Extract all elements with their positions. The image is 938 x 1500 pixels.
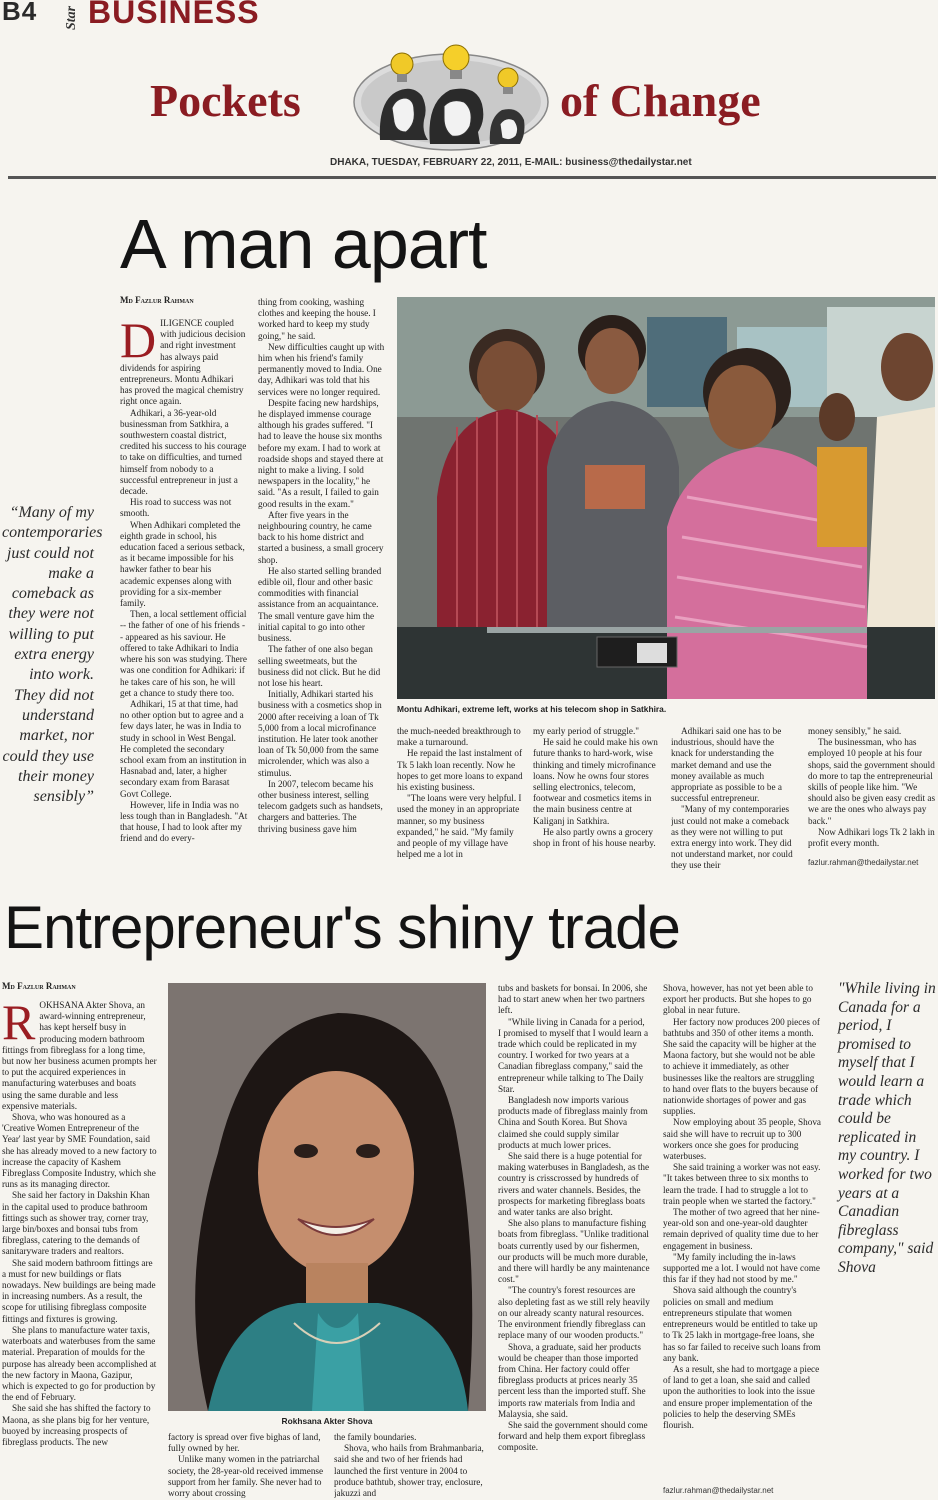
story1-column-4: [533, 726, 659, 872]
story2-column-3: [334, 1432, 488, 1498]
story1-column-5: [671, 726, 797, 872]
paragraph: However, life in India was no less tough than in Bangladesh. "At that house, I had to look after my friend and do every-: [120, 799, 248, 844]
paragraph: "The country's forest resources are also depleting fast as we still rely heavily on our already scanty natural resources. The environment friendly fibreglass can replace many of our wooden products.": [498, 1285, 650, 1341]
dropcap: D: [120, 318, 157, 368]
paragraph: Initially, Adhikari started his business with a cosmetics shop in 2000 after receiving a loan of Tk 5,000 from a local microfinance institution. He later took another loan of Tk 50,000 from the same microlender, which was also a stimulus.: [258, 689, 382, 778]
paragraph: She said modern bathroom fittings are a must for new buildings or flats nowadays. New buildings are being made in increasing numbers. As a result, the scope for utilising fibreglass composite fittings and fixtures is growing.: [2, 1257, 156, 1324]
paragraph: Adhikari said one has to be industrious, should have the knack for understanding the market demand and use the money available as much appropriate as possible to be a successful entrepreneur.: [671, 726, 782, 804]
paragraph: His road to success was not smooth.: [120, 497, 232, 519]
page-number: B4: [2, 0, 38, 26]
paragraph: the much-needed breakthrough to make a turnaround.: [397, 726, 521, 748]
paragraph: Shova said although the country's policies on small and medium entrepreneurs stipulate that women entrepreneurs would be entitled to take up to Tk 25 lakh in mortgage-free loans, she has so far failed to receive such loans from any bank.: [663, 1285, 821, 1363]
paragraph: The businessman, who has employed 10 people at his four shops, said the government should do more to tap the entrepreneurial skills of people like him. "We should also be given easy credit as we are the ones who always pay back.": [808, 737, 936, 826]
paragraph: As a result, she had to mortgage a piece of land to get a loan, she said and called upon the authorities to look into the issue and ensure proper implementation of the policies to help the deserving SMEs flourish.: [663, 1363, 820, 1430]
story1-photo-caption: Montu Adhikari, extreme left, works at his telecom shop in Satkhira.: [397, 704, 667, 714]
section-name: BUSINESS: [88, 0, 260, 30]
story2-column-4: [498, 983, 650, 1498]
dropcap: R: [2, 1000, 36, 1050]
paragraph: "The loans were very helpful. I used the money in an appropriate manner, so my business expanded," he said. "My family and people of my village have helped me a lot in: [397, 793, 522, 860]
lightbulb-heads-logo-icon: [352, 40, 550, 152]
paragraph: my early period of struggle.": [533, 726, 640, 736]
paragraph: the family boundaries.: [334, 1432, 417, 1442]
paragraph: He repaid the last instalment of Tk 5 lakh loan recently. Now he hopes to get more loans to expand his existing business.: [397, 748, 523, 793]
story1-column-6: [808, 726, 936, 856]
paragraph: She said the government should come forward and help them export fibreglass composite.: [498, 1419, 648, 1453]
paragraph: Despite facing new hardships, he displayed immense courage although his grades suffered. "I had to leave the house six months before my exam. I had to work at roadside shops and stayed there at night to make a living. I sold newspapers in the locality," he said. "As a result, I failed to gain good results in the exam.": [258, 397, 384, 509]
story1-column-3: [397, 726, 523, 872]
story1-byline: Md Fazlur Rahman: [120, 295, 194, 305]
paragraph: Shova, who hails from Brahmanbaria, said she and two of her friends had launched the first venture in 2004 to produce bathtub, shower tray, enclosure, jakuzzi and: [334, 1443, 484, 1498]
paragraph: The father of one also began selling sweetmeats, but the business did not click. But he did not lose his heart.: [258, 644, 381, 688]
story1-column-1: [120, 318, 248, 870]
paragraph: "Many of my contemporaries just could not make a comeback as they were not willing to put extra energy into work. They did not understand market, nor could they use their: [671, 804, 793, 871]
story1-pull-quote: “Many of my contemporaries just could not make a comeback as they were not willing to put extra energy into work. They did not understand market, nor could they use their money sensibly”: [2, 504, 103, 806]
paragraph: She said she has shifted the factory to Maona, as she plans big for her venture, buoyed by increasing prospects of fibreglass products. The new: [2, 1403, 151, 1447]
story2-headline: Entrepreneur's shiny trade: [4, 894, 680, 961]
paragraph: She plans to manufacture water taxis, waterboats and waterbuses from the same material. Preparation of moulds for the purpose has already been accomplished at the new factory in Maona, Gazipur, which is expected to go for production by the end of February.: [2, 1324, 157, 1403]
paragraph: When Adhikari completed the eighth grade in school, his education faced a serious setback, as it became impossible for his hawker father to bear his academic expenses along with providing for a six-member family.: [120, 519, 245, 609]
paragraph: She said there is a huge potential for making waterbuses in Bangladesh, as the country is crisscrossed by hundreds of rivers and water channels. Besides, the prospects for marketing fibreglass boats and water tanks are also bright.: [498, 1151, 650, 1218]
paragraph: She said her factory in Dakshin Khan in the capital used to produce bathroom fittings such as shower tray, corner tray, large bin/boxes and bonsai tubs from fibreglass, catering to the demands of sanitaryware traders and realtors.: [2, 1190, 150, 1257]
star-logo: Star: [64, 5, 79, 30]
paragraph: Shova, who was honoured as a 'Creative Women Entrepreneur of the Year' last year by SME Foundation, said she has already moved to a new factory to increase the capacity of Kashem Fibreglass Composite Industry, which she runs as its managing director.: [2, 1112, 157, 1190]
story2-author-email[interactable]: fazlur.rahman@thedailystar.net: [663, 1486, 774, 1495]
paragraph: Shova, a graduate, said her products would be cheaper than those imported from China. Her factory could offer fibreglass products at prices nearly 35 percent less than the imported stuff. She imports raw materials from India and Malaysia, she said.: [498, 1341, 646, 1419]
paragraph: Now Adhikari logs Tk 2 lakh in profit every month.: [808, 826, 935, 849]
paragraph: He said he could make his own future thanks to hard-work, wise thinking and timely microfinance loans. Now he owns four stores selling electronics, telecom, footwear and cosmetics items in the main business centre at Kaliganj in Satkhira.: [533, 737, 658, 826]
paragraph: money sensibly," he said.: [808, 726, 902, 736]
supplement-title-right: of Change: [560, 75, 761, 126]
paragraph: Now employing about 35 people, Shova said she will have to recruit up to 300 workers once she goes for producing waterbuses.: [663, 1117, 821, 1162]
paragraph: Bangladesh now imports various products made of fibreglass mainly from China and South Korea. But Shova claimed she could supply similar products at much lower prices.: [498, 1095, 648, 1150]
paragraph: tubs and baskets for bonsai. In 2006, she had to start anew when her two partners left.: [498, 983, 648, 1016]
masthead-divider: [8, 176, 936, 179]
dateline: DHAKA, TUESDAY, FEBRUARY 22, 2011, E-MAIL: business@thedailystar.net: [330, 157, 692, 168]
story2-pull-quote: "While living in Canada for a period, I promised to myself that I would learn a trade which could be replicated in my country. I worked for two years at a Canadian fibreglass company," said Shova: [838, 980, 936, 1276]
story2-byline: Md Fazlur Rahman: [2, 981, 76, 991]
paragraph: "My family including the in-laws supported me a lot. I would not have come this far if they had not stood by me.": [663, 1251, 820, 1285]
paragraph: She said training a worker was not easy. "It takes between three to six months to learn the trade. I had to struggle a lot to train people when we started the factory.": [663, 1162, 821, 1206]
paragraph: Then, a local settlement official -- the father of one of his friends -- appeared as his saviour. He offered to take Adhikari to India where his son was studying. There was one condition for Adhikari: if he takes care of his son, he will get a chance to study there too.: [120, 609, 247, 698]
story1-photo: [397, 297, 935, 699]
supplement-title-left: Pockets: [150, 75, 301, 126]
paragraph: thing from cooking, washing clothes and keeping the house. I worked hard to keep my study going," he said.: [258, 297, 376, 341]
paragraph: New difficulties caught up with him when his friend's family permanently moved to India. One day, Adhikari was told that his services were no longer required.: [258, 341, 385, 397]
story2-column-1: [2, 1000, 157, 1498]
paragraph: She also plans to manufacture fishing boats from fibreglass. "Unlike traditional boats currently used by our fishermen, our products will be much more durable, and there will hardly be any maintenance cost.": [498, 1218, 650, 1285]
paragraph: Adhikari, a 36-year-old businessman from Satkhira, a southwestern coastal district, credited his success to his courage to take on difficulties, and turned himself from nobody to a successful entrepreneur in just a decade.: [120, 407, 247, 497]
story2-column-5: [663, 983, 821, 1483]
paragraph: Her factory now produces 200 pieces of bathtubs and 350 of other items a month. She said the capacity will be higher at the Maona factory, but she would not be able to achieve it immediately, as other businesses like the realtors are struggling to hand over flats to the buyers because of nationwide shortages of power and gas supplies.: [663, 1016, 820, 1117]
story2-column-2: [168, 1432, 324, 1498]
paragraph: Unlike many women in the patriarchal society, the 28-year-old received immense support from her family. She never had to worry about crossing: [168, 1454, 324, 1498]
paragraph: "While living in Canada for a period, I promised to myself that I would learn a trade which could be replicated in my country. I worked for two years at a Canadian fibreglass company," said the entrepreneur while talking to The Daily Star.: [498, 1016, 649, 1094]
story2-portrait-photo: [168, 983, 486, 1411]
paragraph: The mother of two agreed that her nine-year-old son and one-year-old daughter remain deprived of quality time due to her engagement in business.: [663, 1207, 820, 1251]
paragraph: He also partly owns a grocery shop in front of his house nearby.: [533, 826, 656, 849]
story2-photo-caption: Rokhsana Akter Shova: [281, 1416, 373, 1426]
paragraph: After five years in the neighbouring country, he came back to his home district and started a business, a small grocery shop.: [258, 509, 384, 565]
paragraph: Adhikari, 15 at that time, had no other option but to agree and a few days later, he was in India to study in school in West Bengal. He completed the secondary school exam from an institution in Hasnabad and, later, a higher secondary exam from Barasat Govt College.: [120, 698, 247, 799]
paragraph: He also started selling branded edible oil, flour and other basic commodities with financial assistance from an acquaintance. The small venture gave him the initial capital to go into other business.: [258, 565, 382, 644]
paragraph: Shova, however, has not yet been able to export her products. But she hopes to go global in near future.: [663, 983, 813, 1016]
story1-column-2: [258, 297, 388, 871]
story1-author-email[interactable]: fazlur.rahman@thedailystar.net: [808, 858, 919, 867]
paragraph: ILIGENCE coupled with judicious decision and right investment has always paid dividends for aspiring entrepreneurs. Montu Adhikari has proved the magical chemistry right once again.: [120, 318, 246, 407]
paragraph: In 2007, telecom became his other business interest, selling telecom gadgets such as handsets, chargers and batteries. The thriving business gave him: [258, 778, 383, 834]
paragraph: OKHSANA Akter Shova, an award-winning entrepreneur, has kept herself busy in producing modern bathroom fittings from fibreglass for a long time, but now her business acumen prompts her to put the acquired experiences in manufacturing waterbuses and boats using the same durable and less expensive materials.: [2, 1000, 157, 1111]
paragraph: factory is spread over five bighas of land, fully owned by her.: [168, 1432, 321, 1454]
story1-headline: A man apart: [120, 205, 487, 283]
